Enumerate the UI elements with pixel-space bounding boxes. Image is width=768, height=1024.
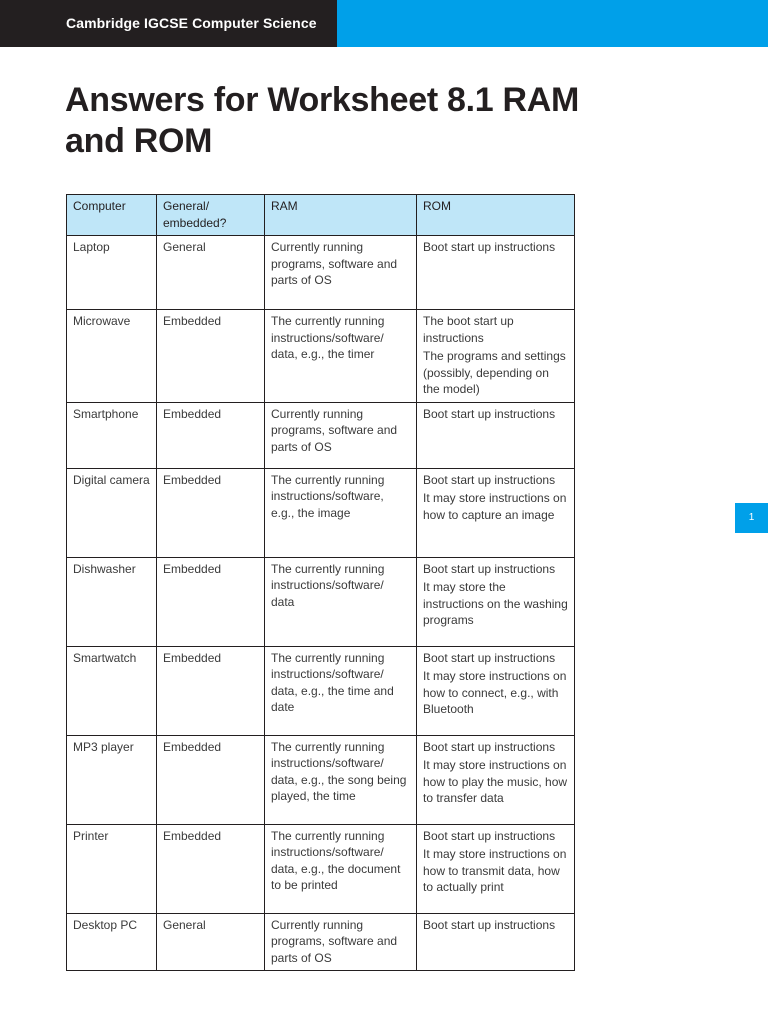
cell-type: Embedded [157, 310, 265, 403]
rom-text-extra: It may store instructions on how to transmit data, how to actually print [423, 847, 567, 894]
cell-ram: The currently running instructions/software, e.g., the image [265, 468, 417, 557]
table-row [67, 310, 575, 403]
cell-type: General [157, 913, 265, 971]
rom-text-extra: It may store the instructions on the washing programs [423, 580, 568, 627]
rom-text: The boot start up instructions [423, 314, 514, 345]
column-header-ram: RAM [265, 195, 417, 236]
cell-computer: Smartwatch [67, 646, 157, 735]
cell-computer: Printer [67, 824, 157, 913]
cell-rom [417, 557, 575, 646]
table-row [67, 913, 575, 971]
cell-ram: Currently running programs, software and parts of OS [265, 913, 417, 971]
page-title: Answers for Worksheet 8.1 RAM and ROM [65, 81, 580, 160]
header-title: Cambridge IGCSE Computer Science [66, 15, 317, 31]
cell-rom [417, 646, 575, 735]
rom-text: Boot start up instructions [423, 917, 556, 932]
cell-type: Embedded [157, 735, 265, 824]
cell-computer: Desktop PC [67, 913, 157, 971]
rom-text: Boot start up instructions [423, 240, 556, 254]
rom-text-extra: It may store instructions on how to capture an image [423, 491, 567, 522]
table-row [67, 646, 575, 735]
cell-computer: Microwave [67, 310, 157, 403]
rom-text: Boot start up instructions [423, 472, 556, 487]
column-header-type: General/ embedded? [157, 195, 265, 236]
cell-ram: Currently running programs, software and parts of OS [265, 236, 417, 310]
cell-type: Embedded [157, 824, 265, 913]
cell-computer: Laptop [67, 236, 157, 310]
cell-computer: Smartphone [67, 402, 157, 468]
cell-rom [417, 824, 575, 913]
table-header-row [67, 195, 575, 236]
table-row [67, 402, 575, 468]
cell-type: Embedded [157, 646, 265, 735]
cell-rom [417, 468, 575, 557]
table-row [67, 236, 575, 310]
cell-ram: The currently running instructions/software/ data, e.g., the time and date [265, 646, 417, 735]
answers-table [66, 194, 575, 971]
cell-type: Embedded [157, 557, 265, 646]
cell-computer: Digital camera [67, 468, 157, 557]
rom-text-extra: The programs and settings (possibly, depending on the model) [423, 349, 566, 396]
cell-type: Embedded [157, 468, 265, 557]
cell-rom [417, 735, 575, 824]
column-header-computer: Computer [67, 195, 157, 236]
cell-rom [417, 402, 575, 468]
page-number-tab: 1 [735, 503, 768, 533]
rom-text-extra: It may store instructions on how to play the music, how to transfer data [423, 758, 568, 805]
table-row [67, 824, 575, 913]
table-row [67, 557, 575, 646]
rom-text: Boot start up instructions [423, 406, 556, 421]
rom-text: Boot start up instructions [423, 650, 556, 665]
cell-type: Embedded [157, 402, 265, 468]
cell-ram: The currently running instructions/software/ data [265, 557, 417, 646]
rom-text: Boot start up instructions [423, 828, 556, 843]
cell-computer: Dishwasher [67, 557, 157, 646]
cell-ram: Currently running programs, software and parts of OS [265, 402, 417, 468]
rom-text-extra: It may store instructions on how to connect, e.g., with Bluetooth [423, 669, 567, 716]
header-bar [0, 0, 337, 47]
cell-type: General [157, 236, 265, 310]
cell-ram: The currently running instructions/software/ data, e.g., the document to be printed [265, 824, 417, 913]
cell-rom [417, 310, 575, 403]
header-accent-bar [337, 0, 768, 47]
cell-computer: MP3 player [67, 735, 157, 824]
cell-ram: The currently running instructions/software/ data, e.g., the song being played, the time [265, 735, 417, 824]
table-row [67, 468, 575, 557]
cell-rom [417, 913, 575, 971]
column-header-rom: ROM [417, 195, 575, 236]
rom-text: Boot start up instructions [423, 739, 556, 754]
cell-rom [417, 236, 575, 310]
rom-text: Boot start up instructions [423, 561, 556, 576]
cell-ram: The currently running instructions/software/ data, e.g., the timer [265, 310, 417, 403]
table-row [67, 735, 575, 824]
